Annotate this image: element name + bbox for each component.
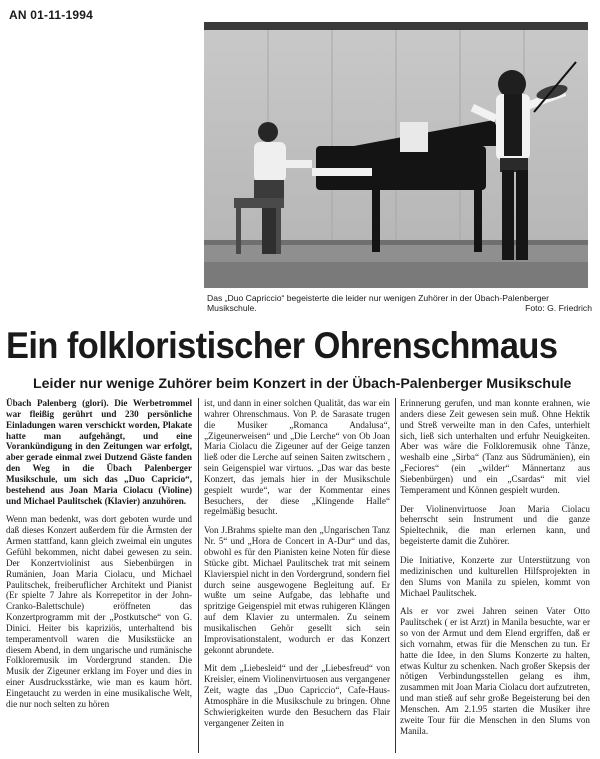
concert-photo xyxy=(204,22,588,288)
article-column-2 xyxy=(204,398,390,728)
article-lead: Übach Palenberg (glori). Die Werbetrommel war fleißig gerührt und 230 persönliche Einladungen waren verschickt worden, Plakate hatte man aufgehängt, und eine Vorankündigung in den Zeitungen war erfolgt, aber gerade einmal zwei Dutzend Gäste fanden den Weg in die Übach Palenberger Musikschule, um sich das „Duo Capricio“, bestehend aus Joan Maria Ciolacu (Violine) und Michael Paulitschek (Klavier) anzuhören. xyxy=(6,398,192,506)
article-paragraph: Als er vor zwei Jahren seinen Vater Otto Paulitschek ( er ist Arzt) in Manila besuchte, war er so von der Armut und dem Elend ergriffen, daß er sich vornahm, etwas für die Menschen zu tun. Er hatte die Idee, in den Slums Konzerte zu halten, etwas Kultur zu schenken. Nach großer Skepsis der nötigen Verbindungsstellen gelang es ihm, zusammen mit Joan Maria Ciolacu dort aufzutreten, und man stieß auf sehr große Begeisterung bei den Menschen. Am 2.1.95 starten die Musiker ihre zweite Tour für die Menschen in den Slums von Manila. xyxy=(400,606,590,736)
article-headline: Ein folkloristischer Ohrenschmaus xyxy=(6,325,558,366)
photo-credit: Foto: G. Friedrich xyxy=(525,303,592,313)
photo-caption: Das „Duo Capriccio“ begeisterte die leider nur wenigen Zuhörer in der Übach-Palenberger xyxy=(207,293,550,303)
clipping-date-stamp: AN 01-11-1994 xyxy=(9,8,93,22)
article-paragraph: Wenn man bedenkt, was dort geboten wurde und daß dieses Konzert außerdem für die Ärmsten der Armen stattfand, kann gleich zweimal ein ungutes Gefühl bekommen, nicht dabei gewesen zu sein. Der Konzertviolinist aus Siebenbürgen in Rumänien, Joan Maria Ciolacu, und Michael Paulitschek, freiberuflicher Architekt und Pianist (Er spielte 7 Jahre als Korrepetitor in der John-Cranko-Balettschule) eröffneten das Konzertprogramm mit der „Postkutsche“ von G. Dinici. Heiter bis kapriziös, unterhaltend bis temperamentvoll waren die Musikstücke an diesem Abend, in dem ungarische und rumänische Folkloremusik im Vordergrund standen. Die Musik der Zigeuner erklang im Foyer und dies in einer Ausdrucksstärke, wie man es kaum hört. Eingetaucht zu werden in eine musikalische Welt, die nur noch selten zu hören xyxy=(6,514,192,709)
column-divider xyxy=(395,398,396,753)
article-paragraph: Die Initiative, Konzerte zur Unterstützung von medizinischen und kulturellen Hilfsprojekten in den Slums von Manila zu spielen, kommt von Michael Paulitschek. xyxy=(400,554,590,598)
photo-caption-line2: Musikschule. xyxy=(207,303,257,313)
article-paragraph: Erinnerung gerufen, und man konnte erahnen, wie anders diese Zeit gewesen sein muß. Ohne Hektik und Streß verweilte man in den Cafes, unterhielt sich, ließ sich unterhalten und erfuhr Neuigkeiten. Aber was wäre die Folkloremusik ohne Tänze, weshalb eine „Sirba“ (Tanz aus Südrumänien), ein „Feciores“ (ein „wilder“ Männertanz aus Siebenbürgen) und ein „Csardas“ mit viel Temperament und Können gespielt wurden. xyxy=(400,398,590,495)
article-column-1 xyxy=(6,398,192,710)
article-paragraph: Der Violinenvirtuose Joan Maria Ciolacu beherrscht sein Instrument und die ganze Spieltechnik, die man erlernen kann, und begeisterte damit die Zuhörer. xyxy=(400,503,590,547)
column-divider xyxy=(198,398,199,753)
article-column-3 xyxy=(400,398,590,736)
article-paragraph: Von J.Brahms spielte man den „Ungarischen Tanz Nr. 5“ und „Hora de Concert in A-Dur“ und das, obwohl es für den Pianisten keine Noten für diese Stücke gibt. Michael Paulitschek trat mit seinem Klavierspiel nicht in den Vordergrund, sondern fiel durch seine ausgewogene Begleitung auf. Er wußte um seine Aufgabe, das lebhafte und spritzige Geigenspiel mit etwas ruhigeren Klängen auf dem Klavier zu untermalen. Zu seinem musikalischen Gehör gesellt sich sein Improvisationstalent, wodurch er das Konzert gekonnt abrundete. xyxy=(204,525,390,655)
article-paragraph: ist, und dann in einer solchen Qualität, das war ein wahrer Ohrenschmaus. Von P. de Sarasate trugen die Musiker „Romanca Andalusa“, „Zigeunerweisen“ und „Die Lerche“ von Ob Joan Maria Ciolacu die Zigeuner auf der Geige tanzen ließ oder die Lerche auf seinen Saiten zwitschern , sein Geigenspiel war virtuos. „Das war das beste Konzert, das jemals hier in der Musikschule gespielt wurde“, war der Kommentar eines Besuchers, der diese „Klingende Halle“ regelmäßig besucht. xyxy=(204,398,390,517)
article-subheadline: Leider nur wenige Zuhörer beim Konzert in der Übach-Palenberger Musikschule xyxy=(33,376,572,392)
article-paragraph: Mit dem „Liebesleid“ und der „Liebesfreud“ von Kreisler, einem Violinenvirtuosen aus vergangener Zeit, wagte das „Duo Capriccio“, Cafe-Haus-Atmosphäre in die Musikschule zu bringen. Ohne Schwierigkeiten wurde den Besuchern das Flair vergangener Zeiten in xyxy=(204,663,390,728)
